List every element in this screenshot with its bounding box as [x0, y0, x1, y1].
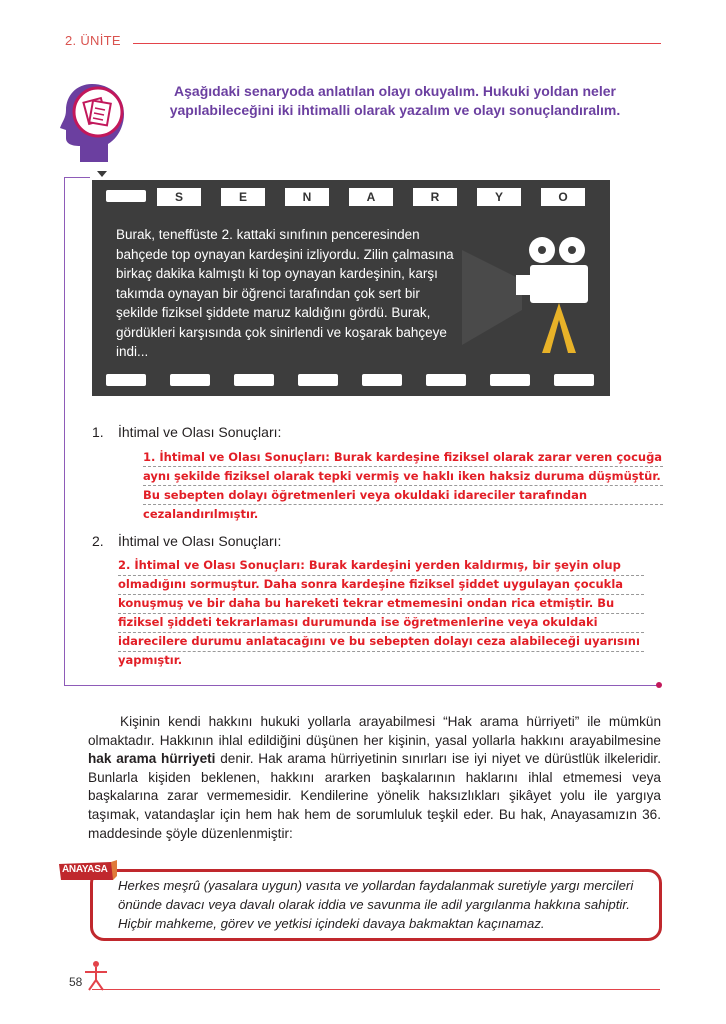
- thinking-head-icon: [58, 78, 128, 168]
- page-number: 58: [69, 975, 83, 989]
- frame-line-top: [64, 177, 90, 178]
- possibility-1-title: İhtimal ve Olası Sonuçları:: [118, 424, 282, 440]
- constitution-quote: Herkes meşrû (yasalara uygun) vasıta ve yollardan faydalanmak suretiyle yargı mercileri önünde davacı veya davalı olarak iddia ve savunma ile adil yargılanma hakkına sahiptir. Hiçbir mahkeme, görev ve yetkisi içindeki davaya bakmaktan kaçınamaz.: [118, 878, 634, 931]
- body-paragraph: [88, 713, 661, 843]
- footer-divider: [92, 989, 660, 990]
- scenario-letter: E: [221, 188, 265, 206]
- constitution-tag-label: ANAYASA: [62, 864, 108, 875]
- scenario-letter: N: [285, 188, 329, 206]
- scenario-letter: R: [413, 188, 457, 206]
- frame-end-dot: [656, 682, 662, 688]
- film-hole: [362, 374, 402, 386]
- arrow-down-icon: [97, 171, 107, 177]
- possibility-2-number: 2.: [92, 533, 104, 549]
- film-hole: [426, 374, 466, 386]
- body-text-part2: denir. Hak arama hürriyetinin sınırları ise iyi niyet ve dürüstlük ilkeleridir. Bunlarla kişiden beklenen, hakkını ararken başkalarının haklarını ihlal etmemesi veya başkalarına zarar vermemesidir. Kendilerine yönelik haksızlıkları şikâyet yolu ile yargıya taşımak, vatandaşlar için hem hak hem de sorumluluk teşkil eder. Bu hak, Anayasamızın 36. maddesinde şöyle düzenlenmiştir:: [88, 751, 661, 841]
- scenario-letter: S: [157, 188, 201, 206]
- film-hole: [106, 374, 146, 386]
- scenario-letter: Y: [477, 188, 521, 206]
- scenario-film-strip: [92, 180, 610, 396]
- film-hole: [234, 374, 274, 386]
- film-hole: [170, 374, 210, 386]
- film-hole: [106, 190, 146, 202]
- film-hole: [554, 374, 594, 386]
- body-text-part1: Kişinin kendi hakkını hukuki yollarla arayabilmesi “Hak arama hürriyeti” ile mümkün olmaktadır. Hakkının ihlal edildiğini düşünen her kişinin, yasal yollarla hakkını arayabilmesine: [88, 714, 662, 748]
- scenario-letter: O: [541, 188, 585, 206]
- possibility-1-answer: 1. İhtimal ve Olası Sonuçları: Burak kardeşine fiziksel olarak zarar veren çocuğa aynı şekilde fiziksel olarak tepki vermiş ve haklı iken haksiz duruma düşmüştür. Bu sebepten dolayı öğretmenleri veya okuldaki idareciler tarafından cezalandırılmıştır.: [143, 450, 663, 521]
- body-bold-term: hak arama hürriyeti: [88, 751, 216, 767]
- constitution-tag: [57, 860, 117, 882]
- film-hole: [490, 374, 530, 386]
- film-hole: [298, 374, 338, 386]
- film-projector-icon: [462, 225, 602, 360]
- intro-instruction: Aşağıdaki senaryoda anlatılan olayı okuyalım. Hukuki yoldan neler yapılabileceğini iki ihtimalli olarak yazalım ve olayı sonuçlandıralım.: [169, 83, 621, 118]
- scenario-letter: A: [349, 188, 393, 206]
- frame-line-left: [64, 177, 65, 685]
- running-figure-icon: [83, 960, 109, 992]
- possibility-2-answer: 2. İhtimal ve Olası Sonuçları: Burak kardeşini yerden kaldırmış, bir şeyin olup olmadığını sormuştur. Daha sonra kardeşine fiziksel şiddet uygulayan çocukla konuşmuş ve bir daha bu hareketi tekrar etmemesini ondan rica etmiştir. Bu fiziksel şiddeti tekrarlaması durumunda ise öğretmenlerine veya okuldaki idarecilere durumu anlatacağını ve bu sebepten dolayı ceza alabileceği uyarısını yapmıştır.: [118, 558, 640, 667]
- frame-line-bottom: [64, 685, 660, 686]
- possibility-2-title: İhtimal ve Olası Sonuçları:: [118, 533, 282, 549]
- possibility-1-number: 1.: [92, 424, 104, 440]
- unit-label: 2. ÜNİTE: [65, 33, 121, 48]
- header-divider: [133, 43, 661, 44]
- scenario-text: Burak, teneffüste 2. kattaki sınıfının penceresinden bahçede top oynayan kardeşini izliyordu. Zilin çalmasına birkaç dakika kalmıştı ki top oynayan kardeşinin, karşı takımda oynayan bir öğrenci tarafından çok sert bir şekilde fiziksel şiddete maruz kaldığını gördü. Burak, gördükleri karşısında çok sinirlendi ve koşarak bahçeye indi...: [116, 227, 454, 359]
